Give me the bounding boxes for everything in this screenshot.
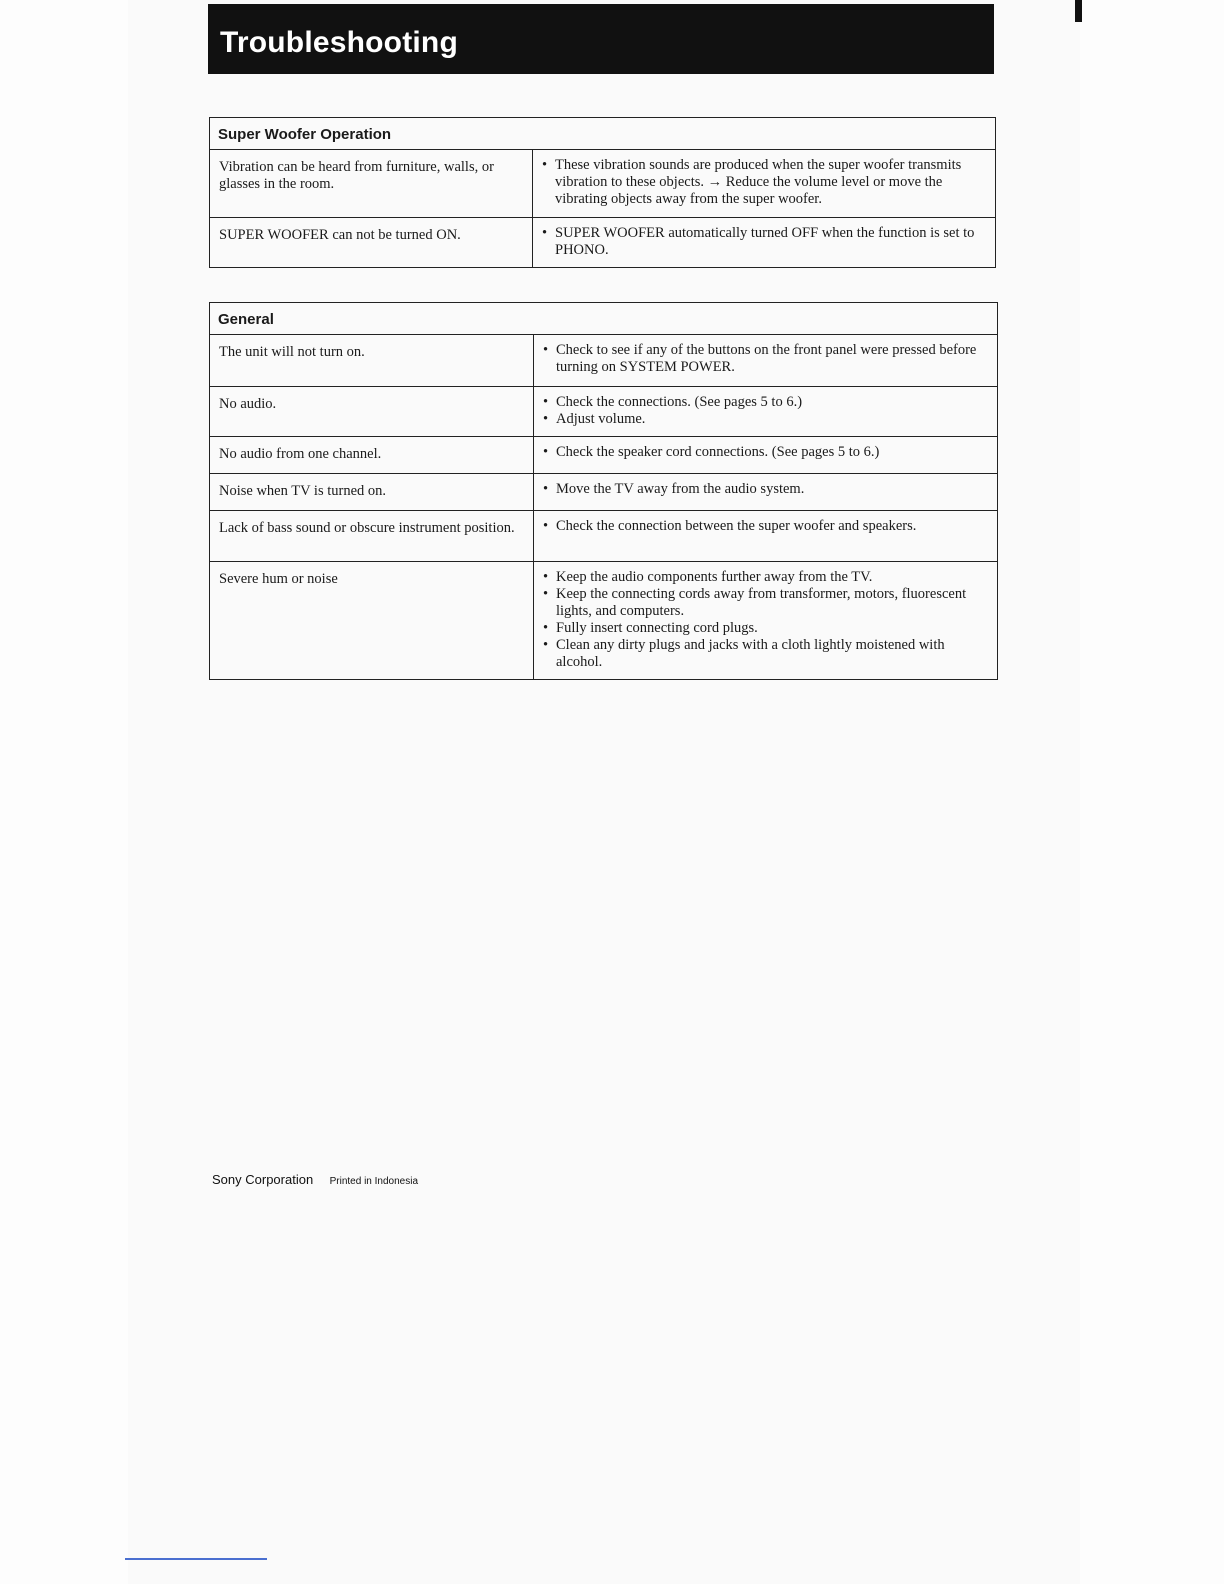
symptom-cell: Severe hum or noise bbox=[210, 562, 534, 680]
general-table bbox=[209, 302, 998, 680]
symptom-cell: Noise when TV is turned on. bbox=[210, 474, 534, 511]
symptom-cell: Vibration can be heard from furniture, walls, or glasses in the room. bbox=[210, 150, 533, 218]
remedy-list bbox=[543, 518, 991, 535]
remedy-item: • Check to see if any of the buttons on the front panel were pressed before turning on SYSTEM POWER. bbox=[543, 342, 991, 376]
remedy-list bbox=[543, 481, 991, 498]
remedy-cell bbox=[534, 474, 998, 511]
remedy-item: • These vibration sounds are produced when the super woofer transmits vibration to these objects. → Reduce the volume level or move the vibrating objects away from the super woofer. bbox=[542, 157, 989, 208]
remedy-item: • Move the TV away from the audio system. bbox=[543, 481, 991, 498]
remedy-cell bbox=[534, 387, 998, 437]
general-heading: General bbox=[210, 303, 998, 335]
remedy-cell bbox=[534, 562, 998, 680]
super-woofer-heading: Super Woofer Operation bbox=[210, 118, 996, 150]
super-woofer-rows bbox=[210, 150, 996, 268]
symptom-cell: The unit will not turn on. bbox=[210, 335, 534, 387]
remedy-list bbox=[543, 569, 991, 671]
remedy-list bbox=[542, 157, 989, 208]
symptom-cell: SUPER WOOFER can not be turned ON. bbox=[210, 218, 533, 268]
title-bar bbox=[208, 4, 994, 74]
page-edge-mark bbox=[1075, 0, 1082, 22]
remedy-item: • Adjust volume. bbox=[543, 411, 991, 428]
super-woofer-header-row bbox=[210, 118, 996, 150]
table-row bbox=[210, 437, 998, 474]
remedy-cell bbox=[533, 218, 996, 268]
symptom-cell: No audio from one channel. bbox=[210, 437, 534, 474]
symptom-cell: Lack of bass sound or obscure instrument position. bbox=[210, 511, 534, 562]
symptom-cell: No audio. bbox=[210, 387, 534, 437]
table-row bbox=[210, 335, 998, 387]
table-row bbox=[210, 150, 996, 218]
remedy-item: • Keep the connecting cords away from transformer, motors, fluorescent lights, and computers. bbox=[543, 586, 991, 620]
footer-company: Sony Corporation bbox=[212, 1172, 314, 1187]
remedy-item: • Clean any dirty plugs and jacks with a cloth lightly moistened with alcohol. bbox=[543, 637, 991, 671]
page-title: Troubleshooting bbox=[220, 26, 458, 59]
remedy-list bbox=[542, 225, 989, 259]
super-woofer-table bbox=[209, 117, 996, 268]
table-row bbox=[210, 387, 998, 437]
table-row bbox=[210, 562, 998, 680]
remedy-item: • Check the connections. (See pages 5 to 6.) bbox=[543, 394, 991, 411]
general-header-row bbox=[210, 303, 998, 335]
table-row bbox=[210, 474, 998, 511]
remedy-list bbox=[543, 444, 991, 461]
general-rows bbox=[210, 335, 998, 680]
remedy-item: • Check the connection between the super woofer and speakers. bbox=[543, 518, 991, 535]
remedy-item: • Keep the audio components further away from the TV. bbox=[543, 569, 991, 586]
table-row bbox=[210, 511, 998, 562]
remedy-item: • SUPER WOOFER automatically turned OFF when the function is set to PHONO. bbox=[542, 225, 989, 259]
remedy-cell bbox=[534, 511, 998, 562]
remedy-list bbox=[543, 394, 991, 428]
remedy-item: • Fully insert connecting cord plugs. bbox=[543, 620, 991, 637]
footer-printed: Printed in Indonesia bbox=[329, 1176, 419, 1187]
footer bbox=[212, 1171, 418, 1189]
remedy-cell bbox=[534, 335, 998, 387]
remedy-list bbox=[543, 342, 991, 376]
table-row bbox=[210, 218, 996, 268]
remedy-cell bbox=[534, 437, 998, 474]
remedy-item: • Check the speaker cord connections. (See pages 5 to 6.) bbox=[543, 444, 991, 461]
remedy-cell bbox=[533, 150, 996, 218]
bottom-rule bbox=[125, 1558, 267, 1560]
